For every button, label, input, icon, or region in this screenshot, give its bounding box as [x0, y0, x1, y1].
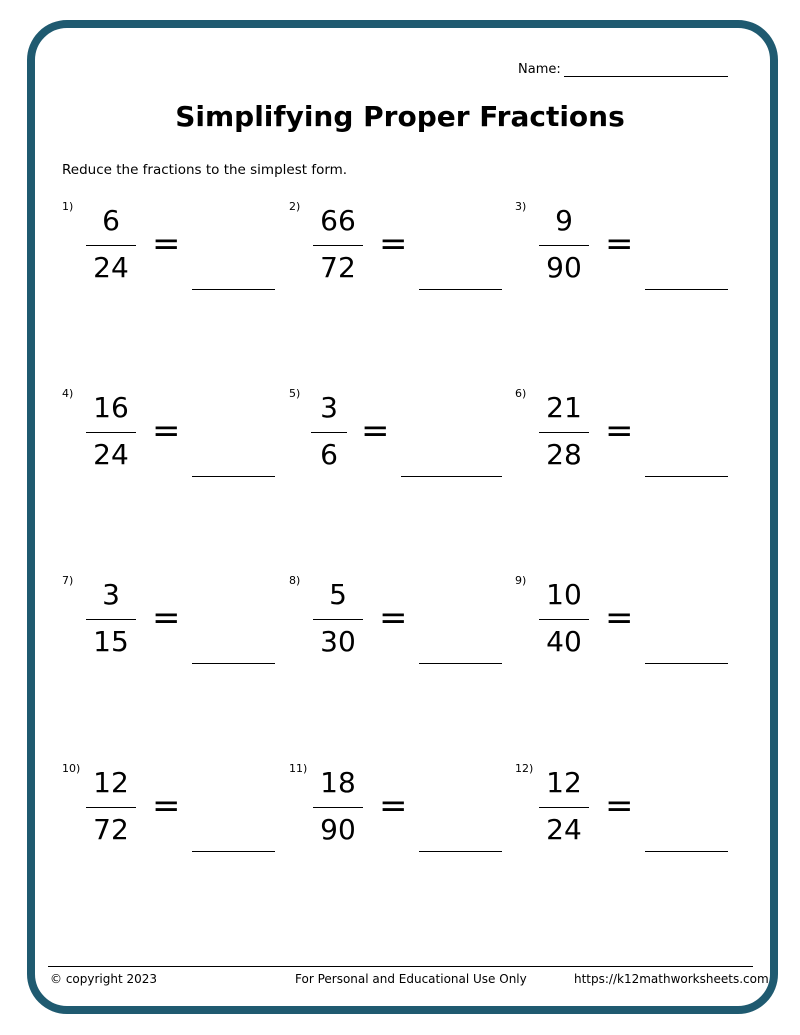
- denominator: 40: [546, 625, 582, 658]
- problem-number: 11): [289, 762, 308, 775]
- numerator: 16: [93, 391, 129, 424]
- numerator: 3: [102, 578, 120, 611]
- fraction: [539, 766, 589, 849]
- problem-7: [62, 574, 282, 684]
- denominator: 24: [546, 813, 582, 846]
- equals-sign: =: [361, 411, 390, 451]
- fraction-bar: [86, 432, 136, 433]
- numerator: 10: [546, 578, 582, 611]
- equals-sign: =: [152, 411, 181, 451]
- denominator: 90: [320, 813, 356, 846]
- denominator: 24: [93, 438, 129, 471]
- page-title: Simplifying Proper Fractions: [175, 100, 625, 133]
- numerator: 21: [546, 391, 582, 424]
- answer-line[interactable]: [419, 851, 502, 852]
- fraction: [313, 766, 363, 849]
- problem-number: 4): [62, 387, 74, 400]
- problem-number: 9): [515, 574, 527, 587]
- fraction-bar: [539, 807, 589, 808]
- equals-sign: =: [152, 224, 181, 264]
- numerator: 18: [320, 766, 356, 799]
- problem-2: [289, 200, 509, 310]
- problem-1: [62, 200, 282, 310]
- answer-line[interactable]: [645, 476, 728, 477]
- problem-number: 3): [515, 200, 527, 213]
- answer-line[interactable]: [645, 851, 728, 852]
- denominator: 72: [320, 251, 356, 284]
- denominator: 72: [93, 813, 129, 846]
- problem-9: [515, 574, 735, 684]
- problem-8: [289, 574, 509, 684]
- fraction-bar: [539, 619, 589, 620]
- denominator: 6: [320, 438, 338, 471]
- footer-usage: For Personal and Educational Use Only: [295, 972, 527, 986]
- fraction: [313, 578, 363, 661]
- fraction: [539, 578, 589, 661]
- name-field[interactable]: [518, 62, 728, 77]
- problem-number: 5): [289, 387, 301, 400]
- equals-sign: =: [379, 598, 408, 638]
- problem-number: 7): [62, 574, 74, 587]
- answer-line[interactable]: [645, 289, 728, 290]
- problem-5: [289, 387, 509, 497]
- footer-divider: [48, 966, 753, 967]
- fraction-bar: [86, 619, 136, 620]
- equals-sign: =: [605, 411, 634, 451]
- problem-10: [62, 762, 282, 872]
- answer-line[interactable]: [419, 289, 502, 290]
- problem-3: [515, 200, 735, 310]
- equals-sign: =: [379, 786, 408, 826]
- denominator: 15: [93, 625, 129, 658]
- fraction: [86, 204, 136, 287]
- equals-sign: =: [605, 224, 634, 264]
- numerator: 6: [102, 204, 120, 237]
- fraction-bar: [313, 619, 363, 620]
- numerator: 12: [93, 766, 129, 799]
- fraction: [86, 391, 136, 474]
- fraction: [86, 578, 136, 661]
- fraction: [539, 204, 589, 287]
- fraction-bar: [86, 245, 136, 246]
- answer-line[interactable]: [419, 663, 502, 664]
- numerator: 12: [546, 766, 582, 799]
- fraction-bar: [313, 807, 363, 808]
- numerator: 3: [320, 391, 338, 424]
- name-label: Name:: [518, 62, 561, 77]
- numerator: 66: [320, 204, 356, 237]
- equals-sign: =: [152, 598, 181, 638]
- equals-sign: =: [605, 786, 634, 826]
- instructions: Reduce the fractions to the simplest form.: [62, 162, 348, 178]
- fraction: [86, 766, 136, 849]
- equals-sign: =: [152, 786, 181, 826]
- problem-number: 2): [289, 200, 301, 213]
- fraction-bar: [86, 807, 136, 808]
- denominator: 30: [320, 625, 356, 658]
- answer-line[interactable]: [192, 476, 275, 477]
- problem-number: 1): [62, 200, 74, 213]
- fraction-bar: [539, 245, 589, 246]
- footer-copyright: © copyright 2023: [50, 972, 158, 986]
- problem-number: 10): [62, 762, 81, 775]
- fraction-bar: [311, 432, 347, 433]
- denominator: 24: [93, 251, 129, 284]
- problem-11: [289, 762, 509, 872]
- equals-sign: =: [379, 224, 408, 264]
- numerator: 9: [555, 204, 573, 237]
- equals-sign: =: [605, 598, 634, 638]
- problem-number: 8): [289, 574, 301, 587]
- footer-url[interactable]: https://k12mathworksheets.com: [574, 972, 769, 986]
- problem-number: 12): [515, 762, 534, 775]
- problem-number: 6): [515, 387, 527, 400]
- answer-line[interactable]: [645, 663, 728, 664]
- fraction-bar: [539, 432, 589, 433]
- fraction: [311, 391, 347, 474]
- answer-line[interactable]: [192, 851, 275, 852]
- name-blank-line[interactable]: [564, 62, 728, 77]
- fraction: [539, 391, 589, 474]
- answer-line[interactable]: [401, 476, 502, 477]
- problem-4: [62, 387, 282, 497]
- answer-line[interactable]: [192, 663, 275, 664]
- fraction: [313, 204, 363, 287]
- fraction-bar: [313, 245, 363, 246]
- answer-line[interactable]: [192, 289, 275, 290]
- numerator: 5: [329, 578, 347, 611]
- problem-6: [515, 387, 735, 497]
- problem-12: [515, 762, 735, 872]
- denominator: 90: [546, 251, 582, 284]
- denominator: 28: [546, 438, 582, 471]
